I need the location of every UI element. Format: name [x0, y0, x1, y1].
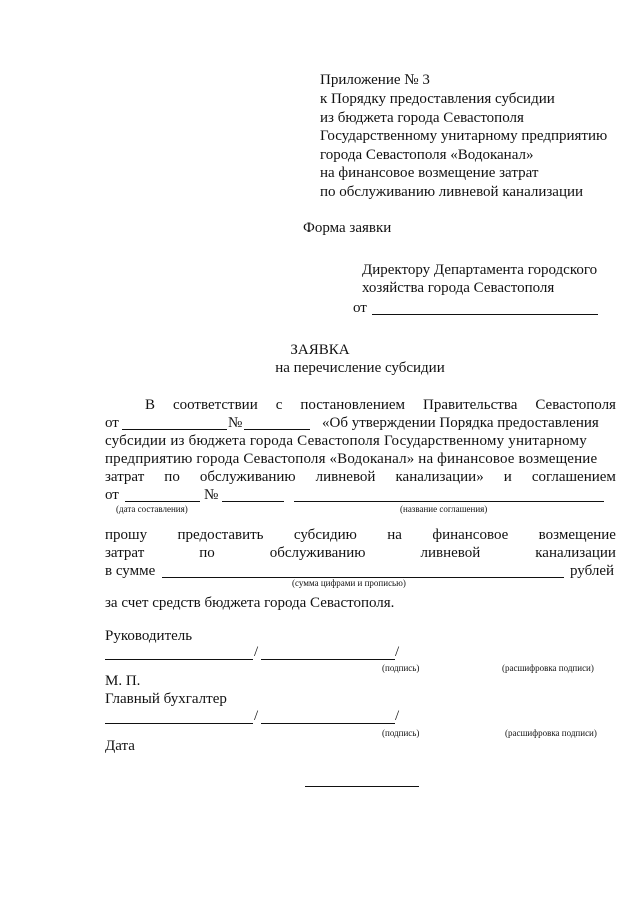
word: канализации»: [395, 469, 484, 485]
accountant-slash-1: /: [254, 708, 259, 724]
word: на: [387, 527, 402, 543]
caption-head-signature: (подпись): [382, 663, 420, 673]
addressee-line-2: хозяйства города Севастополя: [362, 280, 555, 296]
word: В: [145, 397, 156, 413]
accountant-label: Главный бухгалтер: [105, 691, 227, 707]
head-slash-2: /: [395, 644, 400, 660]
decree-number-line[interactable]: [244, 429, 310, 430]
word: соглашением: [531, 469, 616, 485]
word: затрат: [105, 469, 145, 485]
funding-source: за счет средств бюджета города Севастополя.: [105, 595, 395, 611]
caption-accountant-signature: (подпись): [382, 728, 420, 738]
word: субсидию: [293, 527, 357, 543]
appendix-line-5: города Севастополя «Водоканал»: [320, 147, 534, 163]
decree-from-label: от: [105, 415, 119, 431]
footer-line: [305, 786, 419, 787]
addressee-from-line[interactable]: [372, 314, 598, 315]
word: обслуживанию: [269, 545, 366, 561]
appendix-line-6: на финансовое возмещение затрат: [320, 165, 539, 181]
word: с: [275, 397, 283, 413]
addressee-line-1: Директору Департамента городского: [362, 262, 598, 278]
head-label: Руководитель: [105, 628, 193, 644]
word: по: [199, 545, 215, 561]
body-line-1: [145, 397, 616, 414]
word: ливневой: [420, 545, 481, 561]
addressee-from-label: от: [353, 300, 367, 316]
word: затрат: [105, 545, 145, 561]
appendix-line-7: по обслуживанию ливневой канализации: [320, 184, 584, 200]
head-decoding-line[interactable]: [261, 659, 395, 660]
word: ливневой: [315, 469, 376, 485]
accountant-decoding-line[interactable]: [261, 723, 395, 724]
amount-label: в сумме: [105, 563, 156, 579]
stamp-label: М. П.: [105, 673, 141, 689]
caption-head-decoding: (расшифровка подписи): [502, 663, 594, 673]
decree-date-line[interactable]: [122, 429, 227, 430]
agreement-from-label: от: [105, 487, 119, 503]
date-label: Дата: [105, 738, 135, 754]
word: соответствии: [172, 397, 258, 413]
agreement-number-label: №: [204, 487, 219, 503]
appendix-line-3: из бюджета города Севастополя: [320, 110, 524, 126]
word: обслуживанию: [199, 469, 296, 485]
caption-accountant-decoding: (расшифровка подписи): [505, 728, 597, 738]
word: прошу: [105, 527, 148, 543]
caption-agreement: (название соглашения): [400, 504, 488, 514]
word: Севастополя: [535, 397, 616, 413]
word: возмещение: [538, 527, 616, 543]
appendix-line-4: Государственному унитарному предприятию: [320, 128, 608, 144]
word: по: [164, 469, 180, 485]
body-line-3: субсидии из бюджета города Севастополя Государственному унитарному: [105, 433, 587, 449]
amount-unit: рублей: [570, 563, 615, 579]
word: постановлением: [300, 397, 406, 413]
head-slash-1: /: [254, 644, 259, 660]
body-line-4: предприятию города Севастополя «Водоканал» на финансовое возмещение: [105, 451, 598, 467]
appendix-line-1: Приложение № 3: [320, 72, 430, 88]
word: предоставить: [177, 527, 264, 543]
accountant-slash-2: /: [395, 708, 400, 724]
application-title: ЗАЯВКА: [290, 342, 350, 358]
body-line-7: [105, 527, 616, 544]
caption-amount: (сумма цифрами и прописью): [292, 578, 406, 588]
application-subtitle: на перечисление субсидии: [275, 360, 445, 376]
body-line-8: [105, 545, 616, 562]
word: Правительства: [422, 397, 518, 413]
agreement-date-line[interactable]: [125, 501, 200, 502]
caption-date: (дата составления): [116, 504, 188, 514]
word: и: [503, 469, 512, 485]
decree-title-start: «Об утверждении Порядка предоставления: [322, 415, 599, 431]
agreement-number-line[interactable]: [222, 501, 284, 502]
accountant-signature-line[interactable]: [105, 723, 253, 724]
head-signature-line[interactable]: [105, 659, 253, 660]
word: финансовое: [432, 527, 509, 543]
form-title: Форма заявки: [303, 220, 392, 236]
decree-number-label: №: [228, 415, 243, 431]
body-line-5: [105, 469, 616, 486]
word: канализации: [535, 545, 616, 561]
agreement-name-line[interactable]: [294, 501, 604, 502]
appendix-line-2: к Порядку предоставления субсидии: [320, 91, 555, 107]
